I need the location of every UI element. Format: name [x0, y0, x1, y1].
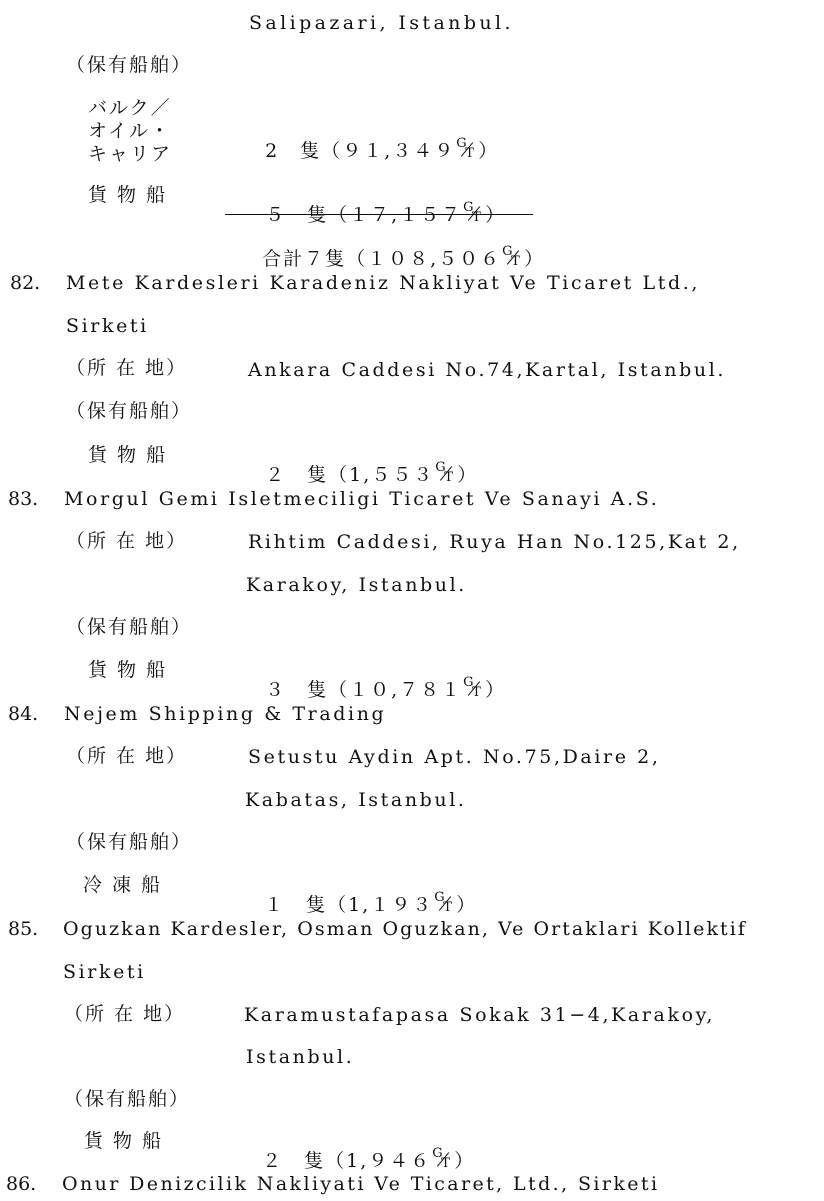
total-line: 合計７隻（１０８,５０６ G T ）	[262, 244, 546, 270]
ship-count-tonnage: 2 隻（９１,３４９ G T ）	[265, 136, 500, 162]
location-label: （所 在 地）	[64, 1003, 186, 1025]
ship-count-tonnage: ２ 隻（1,９４６ G T ）	[262, 1146, 476, 1172]
gross-tonnage-unit: G T	[463, 200, 483, 225]
gross-tonnage-unit: G T	[432, 1146, 452, 1171]
entry-number: 86.	[6, 1173, 37, 1195]
company-name: Morgul Gemi Isletmeciligi Ticaret Ve Sanayi A.S.	[64, 488, 660, 510]
ship-type-line: バルク／	[88, 97, 172, 119]
total-rule	[225, 214, 533, 215]
ships-label: （保有船舶）	[66, 54, 193, 76]
company-name: Sirketi	[63, 961, 146, 983]
location-label: （所 在 地）	[66, 745, 188, 767]
ship-count-tonnage: ２ 隻（1,５５３ G T ）	[265, 460, 479, 486]
ships-label: （保有船舶）	[64, 1088, 191, 1110]
ship-count-tonnage: ３ 隻（１０,７８１ G T ）	[265, 675, 507, 701]
ship-type: 貨 物 船	[84, 1130, 164, 1152]
location-label: （所 在 地）	[66, 357, 188, 379]
entry-number: 82.	[10, 272, 41, 294]
ships-label: （保有船舶）	[66, 831, 193, 853]
location-label: （所 在 地）	[66, 530, 188, 552]
ship-type: 貨 物 船	[88, 444, 168, 466]
gross-tonnage-unit: G T	[435, 460, 455, 485]
ship-type-line: キャリア	[88, 143, 173, 165]
address-line: Setustu Aydin Apt. No.75,Daire 2,	[248, 746, 661, 768]
address-line: Rihtim Caddesi, Ruya Han No.125,Kat 2,	[248, 531, 741, 553]
gross-tonnage-unit: G T	[456, 136, 476, 161]
ship-type-line: オイル・	[88, 120, 172, 142]
address-line: Istanbul.	[246, 1046, 355, 1068]
address-line: Karamustafapasa Sokak 31−4,Karakoy,	[244, 1004, 716, 1026]
address-continuation: Salipazari, Istanbul.	[249, 12, 514, 34]
ships-label: （保有船舶）	[66, 616, 193, 638]
ships-label: （保有船舶）	[66, 400, 193, 422]
ship-type: 冷 凍 船	[83, 874, 163, 896]
address-line: Ankara Caddesi No.74,Kartal, Istanbul.	[248, 359, 727, 381]
ship-type: 貨 物 船	[88, 659, 168, 681]
gross-tonnage-unit: G T	[463, 675, 483, 700]
entry-number: 84.	[8, 703, 39, 725]
company-name: Oguzkan Kardesler, Osman Oguzkan, Ve Ortaklari Kollektif	[63, 918, 747, 940]
company-name: Nejem Shipping & Trading	[64, 703, 387, 725]
company-name: Sirketi	[66, 315, 149, 337]
ship-type: 貨 物 船	[88, 184, 168, 206]
address-line: Karakoy, Istanbul.	[246, 574, 467, 596]
company-name: Onur Denizcilik Nakliyati Ve Ticaret, Ltd., Sirketi	[62, 1173, 660, 1195]
gross-tonnage-unit: G T	[502, 244, 522, 269]
ship-count-tonnage: １ 隻（1,１９３ G T ）	[264, 890, 478, 916]
entry-number: 83.	[8, 488, 39, 510]
address-line: Kabatas, Istanbul.	[245, 789, 467, 811]
entry-number: 85.	[8, 918, 39, 940]
ship-count-tonnage: ５ 隻（１７,１５７ G T ）	[265, 200, 507, 226]
gross-tonnage-unit: G T	[434, 890, 454, 915]
company-name: Mete Kardesleri Karadeniz Nakliyat Ve Ticaret Ltd.,	[66, 272, 701, 294]
